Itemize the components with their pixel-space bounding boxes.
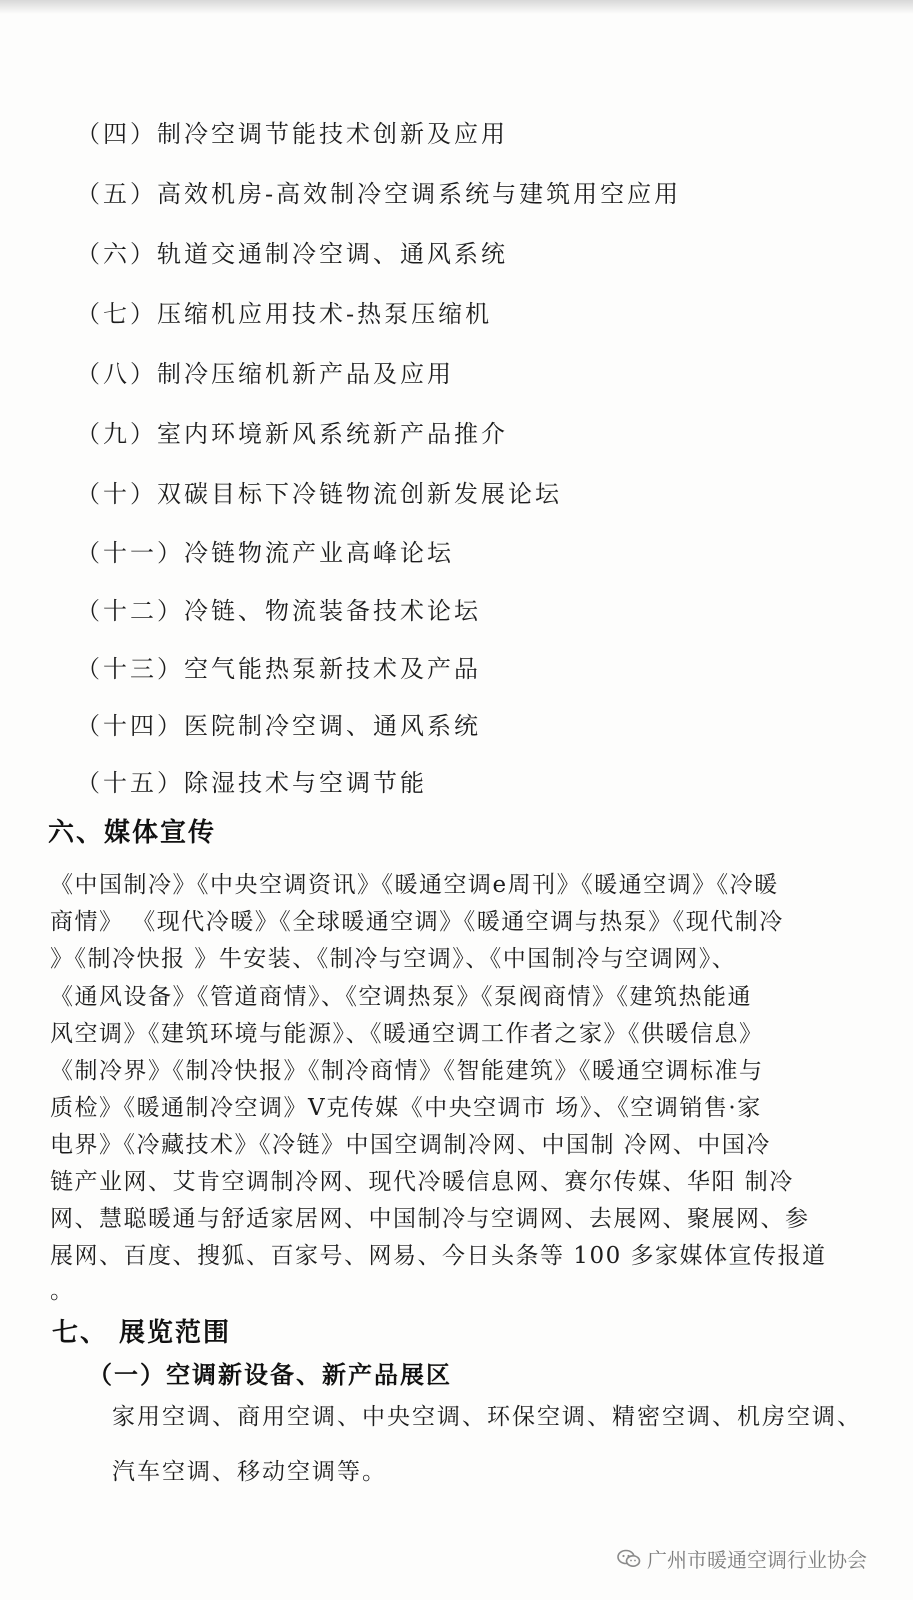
list-item: （十三）空气能热泵新技术及产品 [76, 655, 481, 683]
media-line: 商情》 《现代冷暖》《全球暖通空调》《暖通空调与热泵》《现代制冷 [50, 909, 784, 935]
scope-line: 家用空调、商用空调、中央空调、环保空调、精密空调、机房空调、 [112, 1404, 862, 1430]
list-item: （十二）冷链、物流装备技术论坛 [76, 597, 481, 625]
media-line: 质检》《暖通制冷空调》V克传媒《中央空调市 场》、《空调销售·家 [50, 1095, 762, 1121]
media-line: 《制冷界》《制冷快报》《制冷商情》《智能建筑》《暖通空调标准与 [50, 1058, 764, 1084]
list-item: （八）制冷压缩机新产品及应用 [76, 360, 454, 388]
exhibition-section-heading: 七、 展览范围 [52, 1318, 232, 1348]
scan-edge-shadow [0, 0, 913, 14]
watermark-text: 广州市暖通空调行业协会 [647, 1548, 867, 1572]
exhibition-sub-heading: （一）空调新设备、新产品展区 [88, 1361, 452, 1389]
list-item: （六）轨道交通制冷空调、通风系统 [76, 240, 508, 268]
media-line: 》《制冷快报 》牛安装、《制冷与空调》、《中国制冷与空调网》、 [50, 946, 737, 972]
list-item: （十五）除湿技术与空调节能 [76, 769, 427, 797]
watermark [617, 1544, 867, 1573]
list-item: （十）双碳目标下冷链物流创新发展论坛 [76, 480, 562, 508]
scope-line: 汽车空调、移动空调等。 [112, 1459, 387, 1485]
wechat-icon [617, 1549, 641, 1569]
media-line: 链产业网、艾肯空调制冷网、现代冷暖信息网、赛尔传媒、华阳 制冷 [50, 1169, 794, 1195]
media-line: 电界》《冷藏技术》《冷链》中国空调制冷网、中国制 冷网、中国冷 [50, 1132, 771, 1158]
list-item: （四）制冷空调节能技术创新及应用 [76, 120, 508, 148]
media-line: 《中国制冷》《中央空调资讯》《暖通空调e周刊》《暖通空调》《冷暖 [50, 872, 779, 898]
media-line: 。 [50, 1278, 75, 1304]
media-line: 网、慧聪暖通与舒适家居网、中国制冷与空调网、去展网、聚展网、参 [50, 1206, 810, 1232]
list-item: （十四）医院制冷空调、通风系统 [76, 712, 481, 740]
list-item: （五）高效机房-高效制冷空调系统与建筑用空应用 [76, 180, 682, 208]
media-section-heading: 六、媒体宣传 [48, 818, 217, 848]
list-item: （十一）冷链物流产业高峰论坛 [76, 539, 454, 567]
media-line: 展网、百度、搜狐、百家号、网易、今日头条等 100 多家媒体宣传报道 [50, 1243, 827, 1269]
media-line: 风空调》《建筑环境与能源》、《暖通空调工作者之家》《供暖信息》 [50, 1021, 764, 1047]
list-item: （九）室内环境新风系统新产品推介 [76, 420, 508, 448]
list-item: （七）压缩机应用技术-热泵压缩机 [76, 300, 493, 328]
media-line: 《通风设备》《管道商情》、《空调热泵》《泵阀商情》《建筑热能通 [50, 984, 752, 1010]
